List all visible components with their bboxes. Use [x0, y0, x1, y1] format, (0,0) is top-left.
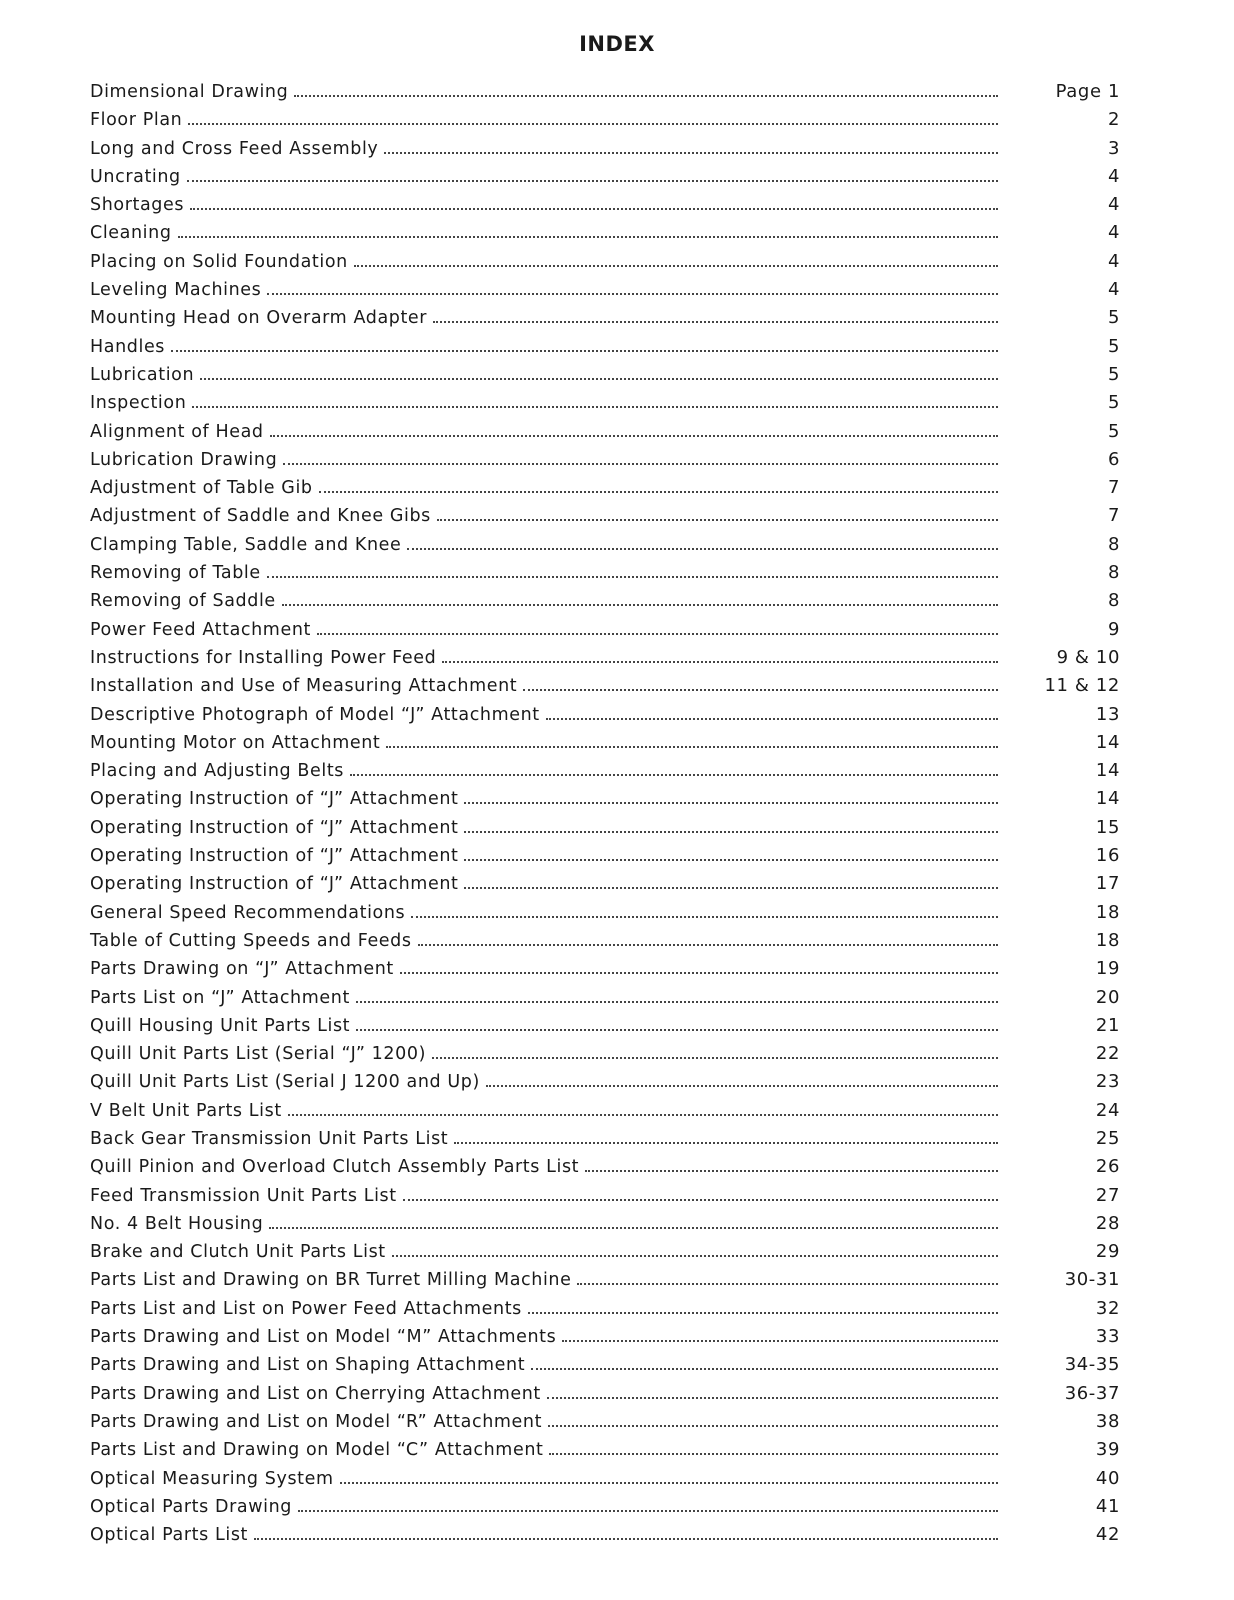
- entry-page-number: 18: [1095, 929, 1120, 951]
- dot-leader: [464, 831, 998, 833]
- entry-title: Optical Parts List: [90, 1525, 248, 1546]
- dot-leader: [386, 746, 998, 748]
- index-entry: [90, 873, 1120, 901]
- entry-page-number: 9: [1107, 618, 1120, 640]
- entry-page-number: 18: [1095, 901, 1120, 923]
- entry-title: Long and Cross Feed Assembly: [90, 138, 379, 159]
- index-entry: [90, 534, 1120, 562]
- entry-page-number: 39: [1095, 1439, 1120, 1461]
- entry-page-number: 14: [1095, 760, 1120, 782]
- index-entry: [90, 166, 1120, 194]
- entry-page-number: 32: [1095, 1297, 1120, 1319]
- index-entry: [90, 845, 1120, 873]
- dot-leader: [523, 689, 998, 691]
- entry-page-number: 4: [1107, 165, 1120, 187]
- index-entry: [90, 619, 1120, 647]
- index-entry: [90, 307, 1120, 335]
- entry-title: Quill Unit Parts List (Serial “J” 1200): [90, 1044, 427, 1065]
- entry-title: Mounting Head on Overarm Adapter: [90, 308, 428, 329]
- dot-leader: [187, 180, 998, 182]
- entry-title: Parts Drawing and List on Model “R” Attachment: [90, 1411, 543, 1432]
- entry-title: Quill Pinion and Overload Clutch Assembly Parts List: [90, 1157, 580, 1178]
- dot-leader: [454, 1142, 998, 1144]
- entry-page-number: 23: [1095, 1071, 1120, 1093]
- index-entry: [90, 1411, 1120, 1439]
- index-entry: [90, 449, 1120, 477]
- entry-page-number: 22: [1095, 1043, 1120, 1065]
- entry-page-number: 5: [1107, 392, 1120, 414]
- entry-page-number: 9 & 10: [1056, 646, 1120, 668]
- entry-page-number: 15: [1095, 816, 1120, 838]
- dot-leader: [549, 1453, 998, 1455]
- entry-title: Optical Measuring System: [90, 1468, 334, 1489]
- entry-page-number: 42: [1095, 1524, 1120, 1546]
- index-entry: [90, 1071, 1120, 1099]
- dot-leader: [418, 944, 998, 946]
- dot-leader: [577, 1283, 998, 1285]
- entry-title: Clamping Table, Saddle and Knee: [90, 534, 402, 555]
- entry-title: Instructions for Installing Power Feed: [90, 647, 437, 668]
- entry-title: Mounting Motor on Attachment: [90, 732, 381, 753]
- entry-page-number: 41: [1095, 1495, 1120, 1517]
- dot-leader: [403, 1199, 998, 1201]
- index-entry: [90, 1326, 1120, 1354]
- entry-page-number: 30-31: [1064, 1269, 1120, 1291]
- entry-title: Lubrication Drawing: [90, 449, 278, 470]
- index-entry: [90, 1524, 1120, 1552]
- entry-title: Lubrication: [90, 364, 195, 385]
- entry-page-number: 33: [1095, 1326, 1120, 1348]
- index-entry: [90, 251, 1120, 279]
- dot-leader: [464, 859, 998, 861]
- entry-title: Back Gear Transmission Unit Parts List: [90, 1128, 449, 1149]
- dot-leader: [546, 718, 998, 720]
- entry-page-number: 4: [1107, 222, 1120, 244]
- entry-title: Cleaning: [90, 223, 172, 244]
- entry-page-number: 27: [1095, 1184, 1120, 1206]
- index-entry: [90, 138, 1120, 166]
- index-entry: [90, 336, 1120, 364]
- entry-page-number: 25: [1095, 1127, 1120, 1149]
- index-entry: [90, 194, 1120, 222]
- entry-title: Operating Instruction of “J” Attachment: [90, 789, 459, 810]
- entry-page-number: 3: [1107, 137, 1120, 159]
- entry-page-number: 8: [1107, 562, 1120, 584]
- entry-title: Operating Instruction of “J” Attachment: [90, 817, 459, 838]
- dot-leader: [531, 1368, 998, 1370]
- index-entry: [90, 1354, 1120, 1382]
- index-entry: [90, 987, 1120, 1015]
- entry-page-number: Page 1: [1055, 81, 1120, 102]
- entry-page-number: 20: [1095, 986, 1120, 1008]
- dot-leader: [464, 887, 998, 889]
- entry-title: Parts Drawing on “J” Attachment: [90, 959, 394, 980]
- entry-page-number: 14: [1095, 731, 1120, 753]
- dot-leader: [350, 774, 998, 776]
- dot-leader: [384, 152, 998, 154]
- dot-leader: [585, 1170, 998, 1172]
- entry-title: Adjustment of Table Gib: [90, 478, 313, 499]
- entry-title: Floor Plan: [90, 110, 183, 131]
- entry-title: Parts List and Drawing on Model “C” Attachment: [90, 1440, 544, 1461]
- dot-leader: [547, 1397, 998, 1399]
- entry-page-number: 8: [1107, 533, 1120, 555]
- entry-page-number: 5: [1107, 363, 1120, 385]
- dot-leader: [178, 236, 998, 238]
- entry-title: Parts Drawing and List on Cherrying Attachment: [90, 1383, 541, 1404]
- entry-title: Uncrating: [90, 166, 181, 187]
- index-entry: [90, 1383, 1120, 1411]
- entry-title: Parts Drawing and List on Shaping Attachment: [90, 1355, 526, 1376]
- entry-page-number: 38: [1095, 1410, 1120, 1432]
- page-title: INDEX: [579, 32, 655, 56]
- entry-page-number: 24: [1095, 1099, 1120, 1121]
- index-entry: [90, 902, 1120, 930]
- dot-leader: [354, 265, 998, 267]
- entry-title: Parts List on “J” Attachment: [90, 987, 350, 1008]
- index-entry: [90, 477, 1120, 505]
- entry-page-number: 14: [1095, 788, 1120, 810]
- entry-page-number: 7: [1107, 505, 1120, 527]
- index-entry: [90, 1439, 1120, 1467]
- index-entry: [90, 1496, 1120, 1524]
- index-entry: [90, 1213, 1120, 1241]
- entry-title: Optical Parts Drawing: [90, 1496, 292, 1517]
- index-entry: [90, 1128, 1120, 1156]
- entry-page-number: 36-37: [1064, 1382, 1120, 1404]
- dot-leader: [270, 435, 998, 437]
- entry-page-number: 16: [1095, 845, 1120, 867]
- dot-leader: [288, 1114, 998, 1116]
- index-entry: [90, 1468, 1120, 1496]
- index-entry: [90, 1269, 1120, 1297]
- dot-leader: [298, 1510, 998, 1512]
- entry-title: Quill Unit Parts List (Serial J 1200 and Up): [90, 1072, 480, 1093]
- entry-page-number: 13: [1095, 703, 1120, 725]
- index-entry: [90, 732, 1120, 760]
- dot-leader: [192, 406, 998, 408]
- entry-title: Installation and Use of Measuring Attachment: [90, 676, 518, 697]
- entry-title: Brake and Clutch Unit Parts List: [90, 1242, 386, 1263]
- entry-title: Inspection: [90, 393, 187, 414]
- dot-leader: [269, 1227, 998, 1229]
- entry-title: Power Feed Attachment: [90, 619, 311, 640]
- index-entry: [90, 222, 1120, 250]
- dot-leader: [267, 293, 998, 295]
- dot-leader: [254, 1538, 998, 1540]
- entry-page-number: 5: [1107, 420, 1120, 442]
- entry-title: Placing and Adjusting Belts: [90, 761, 345, 782]
- dot-leader: [433, 321, 998, 323]
- dot-leader: [464, 802, 998, 804]
- entry-page-number: 7: [1107, 477, 1120, 499]
- dot-leader: [356, 1029, 998, 1031]
- index-entry: [90, 647, 1120, 675]
- dot-leader: [356, 1001, 998, 1003]
- entry-page-number: 4: [1107, 250, 1120, 272]
- dot-leader: [340, 1482, 998, 1484]
- index-entry: [90, 1156, 1120, 1184]
- entry-title: Operating Instruction of “J” Attachment: [90, 874, 459, 895]
- dot-leader: [200, 378, 998, 380]
- entry-title: Shortages: [90, 195, 185, 216]
- dot-leader: [267, 576, 998, 578]
- index-entry: [90, 81, 1120, 109]
- index-entry: [90, 675, 1120, 703]
- index-entry: [90, 109, 1120, 137]
- entry-page-number: 29: [1095, 1241, 1120, 1263]
- entry-page-number: 8: [1107, 590, 1120, 612]
- entry-title: No. 4 Belt Housing: [90, 1213, 264, 1234]
- entry-title: Parts Drawing and List on Model “M” Attachments: [90, 1327, 557, 1348]
- entry-title: General Speed Recommendations: [90, 902, 406, 923]
- index-entry: [90, 1298, 1120, 1326]
- index-entry: [90, 1185, 1120, 1213]
- index-entry: [90, 505, 1120, 533]
- dot-leader: [171, 350, 998, 352]
- entry-title: Parts List and List on Power Feed Attachments: [90, 1298, 522, 1319]
- entry-title: Handles: [90, 336, 166, 357]
- index-entry: [90, 788, 1120, 816]
- dot-leader: [392, 1255, 998, 1257]
- entry-page-number: 4: [1107, 194, 1120, 216]
- dot-leader: [282, 604, 998, 606]
- index-entry: [90, 760, 1120, 788]
- entry-page-number: 28: [1095, 1212, 1120, 1234]
- entry-title: Parts List and Drawing on BR Turret Milling Machine: [90, 1270, 572, 1291]
- dot-leader: [319, 491, 998, 493]
- index-entry: [90, 1015, 1120, 1043]
- entry-title: V Belt Unit Parts List: [90, 1100, 282, 1121]
- index-entry: [90, 421, 1120, 449]
- entry-page-number: 11 & 12: [1044, 675, 1120, 697]
- dot-leader: [486, 1085, 998, 1087]
- entry-page-number: 6: [1107, 448, 1120, 470]
- index-entry: [90, 1241, 1120, 1269]
- entry-page-number: 34-35: [1064, 1354, 1120, 1376]
- dot-leader: [432, 1057, 998, 1059]
- dot-leader: [190, 208, 998, 210]
- index-list: [90, 81, 1120, 1552]
- index-entry: [90, 817, 1120, 845]
- dot-leader: [283, 463, 998, 465]
- dot-leader: [407, 548, 998, 550]
- index-entry: [90, 1100, 1120, 1128]
- entry-page-number: 5: [1107, 307, 1120, 329]
- index-entry: [90, 279, 1120, 307]
- entry-title: Placing on Solid Foundation: [90, 251, 348, 272]
- entry-page-number: 4: [1107, 279, 1120, 301]
- index-entry: [90, 930, 1120, 958]
- entry-title: Table of Cutting Speeds and Feeds: [90, 930, 412, 951]
- entry-title: Feed Transmission Unit Parts List: [90, 1185, 397, 1206]
- index-entry: [90, 562, 1120, 590]
- entry-title: Quill Housing Unit Parts List: [90, 1015, 351, 1036]
- dot-leader: [437, 519, 998, 521]
- entry-title: Alignment of Head: [90, 421, 264, 442]
- index-entry: [90, 364, 1120, 392]
- dot-leader: [562, 1340, 998, 1342]
- entry-page-number: 5: [1107, 335, 1120, 357]
- index-entry: [90, 590, 1120, 618]
- index-entry: [90, 1043, 1120, 1071]
- dot-leader: [188, 123, 998, 125]
- index-entry: [90, 392, 1120, 420]
- dot-leader: [294, 95, 998, 97]
- dot-leader: [442, 661, 998, 663]
- entry-page-number: 26: [1095, 1156, 1120, 1178]
- dot-leader: [317, 633, 998, 635]
- entry-title: Removing of Saddle: [90, 591, 276, 612]
- entry-title: Operating Instruction of “J” Attachment: [90, 846, 459, 867]
- entry-page-number: 19: [1095, 958, 1120, 980]
- entry-title: Leveling Machines: [90, 280, 262, 301]
- dot-leader: [528, 1312, 998, 1314]
- entry-title: Dimensional Drawing: [90, 82, 289, 102]
- index-entry: [90, 704, 1120, 732]
- entry-page-number: 21: [1095, 1014, 1120, 1036]
- dot-leader: [411, 916, 998, 918]
- entry-title: Descriptive Photograph of Model “J” Attachment: [90, 704, 540, 725]
- entry-page-number: 2: [1107, 109, 1120, 131]
- entry-title: Removing of Table: [90, 563, 261, 584]
- entry-page-number: 17: [1095, 873, 1120, 895]
- entry-page-number: 40: [1095, 1467, 1120, 1489]
- dot-leader: [400, 972, 998, 974]
- index-entry: [90, 958, 1120, 986]
- dot-leader: [548, 1425, 998, 1427]
- entry-title: Adjustment of Saddle and Knee Gibs: [90, 506, 431, 527]
